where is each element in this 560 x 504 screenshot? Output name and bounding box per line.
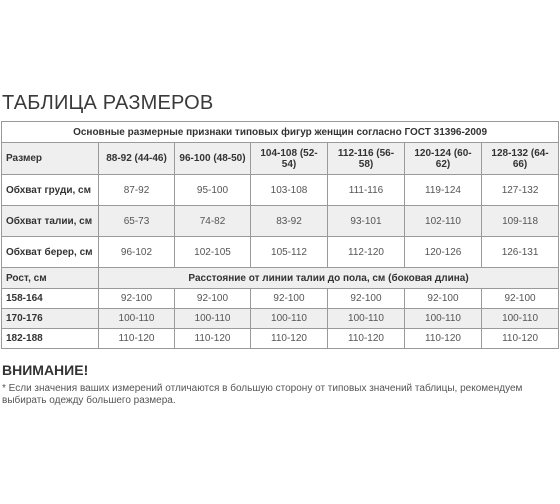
measurement-value: 111-116 bbox=[328, 175, 405, 206]
side-length-value: 110-120 bbox=[482, 329, 559, 349]
side-length-value: 92-100 bbox=[405, 289, 482, 309]
side-length-value: 110-120 bbox=[99, 329, 175, 349]
height-row bbox=[2, 289, 559, 309]
side-length-value: 110-120 bbox=[405, 329, 482, 349]
measurement-value: 65-73 bbox=[99, 206, 175, 237]
measurement-value: 126-131 bbox=[482, 237, 559, 268]
size-header-row bbox=[2, 143, 559, 175]
height-range-label: 170-176 bbox=[2, 309, 99, 329]
side-length-value: 92-100 bbox=[251, 289, 328, 309]
measurement-value: 105-112 bbox=[251, 237, 328, 268]
side-length-value: 100-110 bbox=[328, 309, 405, 329]
page-title: ТАБЛИЦА РАЗМЕРОВ bbox=[2, 92, 214, 114]
measurement-label: Обхват берер, см bbox=[2, 237, 99, 268]
height-row bbox=[2, 329, 559, 349]
size-header: 104-108 (52-54) bbox=[251, 143, 328, 175]
height-range-label: 182-188 bbox=[2, 329, 99, 349]
measurement-row bbox=[2, 175, 559, 206]
size-header: 112-116 (56-58) bbox=[328, 143, 405, 175]
measurement-value: 87-92 bbox=[99, 175, 175, 206]
measurement-value: 112-120 bbox=[328, 237, 405, 268]
measurement-value: 93-101 bbox=[328, 206, 405, 237]
measurement-value: 74-82 bbox=[175, 206, 251, 237]
table-caption-row bbox=[2, 122, 559, 143]
measurement-value: 120-126 bbox=[405, 237, 482, 268]
height-header-row bbox=[2, 268, 559, 289]
side-length-value: 100-110 bbox=[175, 309, 251, 329]
side-length-value: 100-110 bbox=[99, 309, 175, 329]
size-header: 128-132 (64-66) bbox=[482, 143, 559, 175]
height-range-label: 158-164 bbox=[2, 289, 99, 309]
side-length-value: 100-110 bbox=[482, 309, 559, 329]
warning-title: ВНИМАНИЕ! bbox=[2, 362, 89, 378]
measurement-value: 95-100 bbox=[175, 175, 251, 206]
measurement-value: 109-118 bbox=[482, 206, 559, 237]
side-length-value: 92-100 bbox=[328, 289, 405, 309]
size-header: 120-124 (60-62) bbox=[405, 143, 482, 175]
measurement-label: Обхват груди, см bbox=[2, 175, 99, 206]
measurement-label: Обхват талии, см bbox=[2, 206, 99, 237]
height-row bbox=[2, 309, 559, 329]
side-length-value: 100-110 bbox=[405, 309, 482, 329]
measurement-value: 103-108 bbox=[251, 175, 328, 206]
measurement-row bbox=[2, 237, 559, 268]
measurement-value: 102-105 bbox=[175, 237, 251, 268]
side-length-value: 100-110 bbox=[251, 309, 328, 329]
size-header: 96-100 (48-50) bbox=[175, 143, 251, 175]
side-length-value: 110-120 bbox=[328, 329, 405, 349]
side-length-value: 110-120 bbox=[175, 329, 251, 349]
measurement-row bbox=[2, 206, 559, 237]
side-length-value: 92-100 bbox=[99, 289, 175, 309]
measurement-value: 102-110 bbox=[405, 206, 482, 237]
measurement-value: 83-92 bbox=[251, 206, 328, 237]
measurement-value: 96-102 bbox=[99, 237, 175, 268]
size-label: Размер bbox=[2, 143, 99, 175]
height-note: Расстояние от линии талии до пола, см (боковая длина) bbox=[99, 268, 559, 289]
measurement-value: 119-124 bbox=[405, 175, 482, 206]
side-length-value: 110-120 bbox=[251, 329, 328, 349]
side-length-value: 92-100 bbox=[482, 289, 559, 309]
warning-text: * Если значения ваших измерений отличаются в большую сторону от типовых значений таблицы, рекомендуем выбирать одежду большего размера. bbox=[2, 383, 523, 406]
side-length-value: 92-100 bbox=[175, 289, 251, 309]
measurement-value: 127-132 bbox=[482, 175, 559, 206]
size-header: 88-92 (44-46) bbox=[99, 143, 175, 175]
height-label: Рост, см bbox=[2, 268, 99, 289]
table-caption: Основные размерные признаки типовых фигур женщин согласно ГОСТ 31396-2009 bbox=[2, 122, 559, 143]
size-table bbox=[1, 121, 559, 349]
